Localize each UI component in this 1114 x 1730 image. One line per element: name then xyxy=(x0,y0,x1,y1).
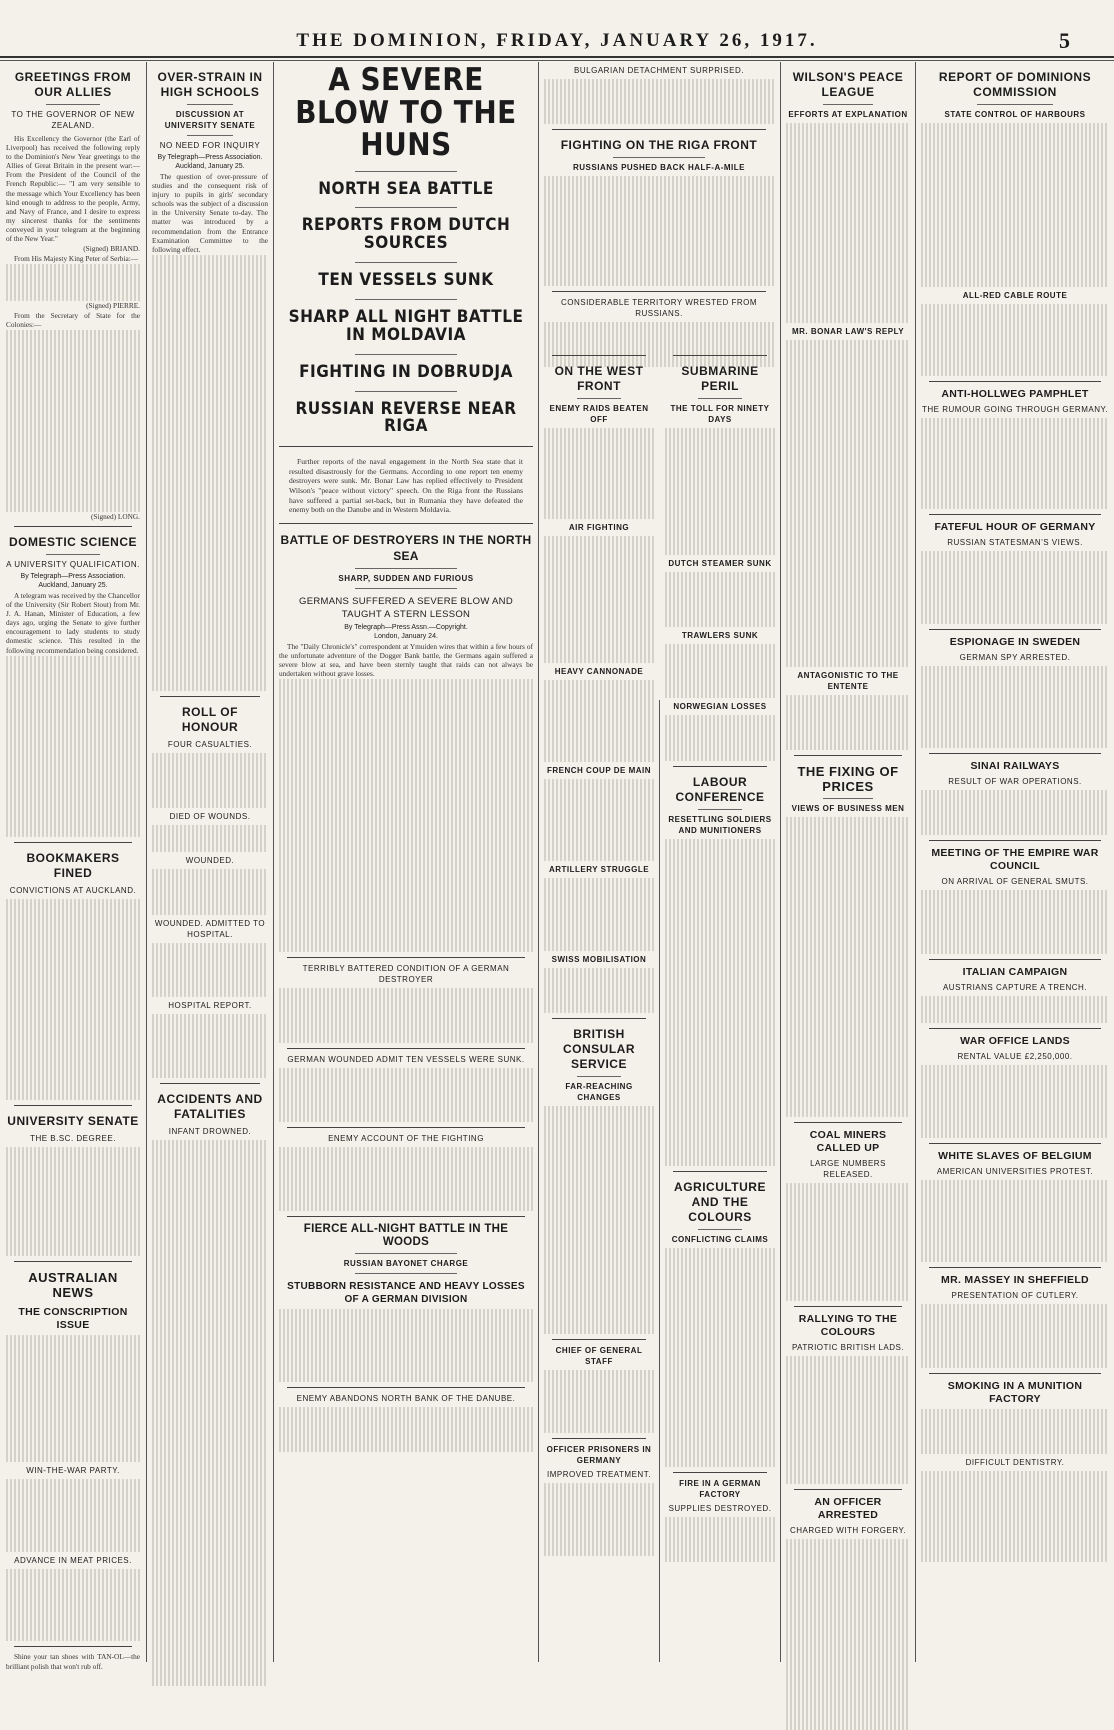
subhead-universities: AMERICAN UNIVERSITIES PROTEST. xyxy=(936,1167,1094,1177)
headline-smoking: SMOKING IN A MUNITION FACTORY xyxy=(947,1379,1083,1405)
column-4-west-front xyxy=(544,350,654,1660)
subhead-statesman: RUSSIAN STATESMAN'S VIEWS. xyxy=(947,538,1083,548)
subhead-raids-beaten: ENEMY RAIDS BEATEN OFF xyxy=(549,404,649,424)
subhead-artillery: ARTILLERY STRUGGLE xyxy=(548,864,650,874)
subhead-wounded: WOUNDED. xyxy=(185,856,235,866)
headline-hollweg: ANTI-HOLLWEG PAMPHLET xyxy=(941,388,1089,401)
headline-agriculture: AGRICULTURE AND THE COLOURS xyxy=(674,1180,766,1225)
subhead-no-inquiry: NO NEED FOR INQUIRY xyxy=(159,141,261,150)
subhead-officer-prisoners: OFFICER PRISONERS IN GERMANY xyxy=(546,1445,652,1466)
headline-sinai: SINAI RAILWAYS xyxy=(970,759,1060,772)
subhead-smuts: ON ARRIVAL OF GENERAL SMUTS. xyxy=(941,877,1089,887)
column-6 xyxy=(786,62,910,1662)
headline-dominions-commission: REPORT OF DOMINIONS COMMISSION xyxy=(938,70,1092,99)
subhead-supplies: SUPPLIES DESTROYED. xyxy=(668,1503,772,1513)
subhead-bonar-law: MR. BONAR LAW'S REPLY xyxy=(791,327,905,337)
headline-battle-destroyers: BATTLE OF DESTROYERS IN THE NORTH SEA xyxy=(280,532,532,563)
subhead-cable-route: ALL-RED CABLE ROUTE xyxy=(962,290,1068,300)
column-5 xyxy=(665,350,775,1660)
subhead-dutch-steamer: DUTCH STEAMER SUNK xyxy=(668,559,772,569)
column-3-lead-story xyxy=(279,62,533,1662)
subhead-fire-factory: FIRE IN A GERMAN FACTORY xyxy=(679,1478,761,1499)
masthead-rule-thin xyxy=(0,60,1114,61)
headline-war-office: WAR OFFICE LANDS xyxy=(960,1035,1070,1048)
subhead-battered-destroyer: TERRIBLY BATTERED CONDITION OF A GERMAN DESTROYER xyxy=(302,963,510,984)
column-1 xyxy=(6,62,140,1671)
subhead-bayonet: RUSSIAN BAYONET CHARGE xyxy=(343,1258,469,1268)
column-rule xyxy=(273,62,274,1662)
headline-dobrudja: FIGHTING IN DOBRUDJA xyxy=(299,361,513,382)
subhead-stubborn: STUBBORN RESISTANCE AND HEAVY LOSSES OF A GERMAN DIVISION xyxy=(287,1280,525,1305)
subhead-infant-drowned: INFANT DROWNED. xyxy=(168,1126,252,1136)
subhead-war-operations: RESULT OF WAR OPERATIONS. xyxy=(948,776,1082,786)
subhead-norwegian: NORWEGIAN LOSSES xyxy=(673,702,767,712)
headline-officer-arrested: AN OFFICER ARRESTED xyxy=(814,1495,882,1521)
headline-rallying: RALLYING TO THE COLOURS xyxy=(798,1313,898,1339)
subhead-rental: RENTAL VALUE £2,250,000. xyxy=(957,1052,1073,1062)
headline-university-senate: UNIVERSITY SENATE xyxy=(7,1113,139,1128)
subhead-resettling: RESETTLING SOLDIERS AND MUNITIONERS xyxy=(668,814,772,835)
headline-roll-of-honour: ROLL OF HONOUR xyxy=(181,705,239,735)
subhead-stern-lesson: GERMANS SUFFERED A SEVERE BLOW AND TAUGHT A STERN LESSON xyxy=(299,595,513,620)
dateline: London, January 24. xyxy=(374,632,438,640)
headline-australian-news: AUSTRALIAN NEWS xyxy=(28,1269,118,1300)
headline-overstrain: OVER-STRAIN IN HIGH SCHOOLS xyxy=(157,70,263,99)
headline-ten-vessels: TEN VESSELS SUNK xyxy=(318,270,494,291)
article-greetings: His Excellency the Governor (the Earl of Liverpool) has received the following reply to the Dominion's New Year greetings to the Allies of Great Britain in the present war:— From the President of the Council of the French Republic:— "I am very sensible to the message which Your Excellency has been kind enough to address to the people, Army, and Navy of France, and I desire to express my sincerest thanks for the sentiments conveyed in your telegram at the beginning of the New Year." (Signed) BRIAND. From His Majesty King Peter of Serbia:— (Signed) PIERRE. From the Secretary of State for the Colonies:— (Signed) LONG. xyxy=(6,134,140,521)
rule xyxy=(46,104,100,105)
subhead-business-men: VIEWS OF BUSINESS MEN xyxy=(791,804,905,813)
subhead-governor: TO THE GOVERNOR OF NEW ZEALAND. xyxy=(11,110,135,130)
column-rule xyxy=(915,62,916,1662)
subhead-coup-de-main: FRENCH COUP DE MAIN xyxy=(546,766,652,776)
from-colonies: From the Secretary of State for the Colonies:— xyxy=(6,310,140,329)
subhead-meat-prices: ADVANCE IN MEAT PRICES. xyxy=(14,1555,132,1565)
headline-moldavia: SHARP ALL NIGHT BATTLE IN MOLDAVIA xyxy=(288,307,524,345)
headline-severe-blow: A SEVERE BLOW TO THE HUNS xyxy=(295,62,517,164)
article-overstrain: The question of over-pressure of studies and the consequent risk of injury to pupils in girls' secondary schools was the subject of a discussion in the University Senate to-day. The matter was introduced by a recommendation from the Entrance Examination Committee to the following effect. xyxy=(152,172,268,691)
subhead-bsc: THE B.SC. DEGREE. xyxy=(30,1133,116,1143)
subhead-died-of-wounds: DIED OF WOUNDS. xyxy=(169,811,251,821)
headline-massey: MR. MASSEY IN SHEFFIELD xyxy=(941,1273,1089,1286)
masthead xyxy=(0,30,1114,54)
headline-west-front: ON THE WEST FRONT xyxy=(554,364,644,393)
subhead-spy: GERMAN SPY ARRESTED. xyxy=(959,653,1071,663)
headline-accidents: ACCIDENTS AND FATALITIES xyxy=(157,1091,263,1121)
subhead-improved-treatment: IMPROVED TREATMENT. xyxy=(547,1470,651,1480)
headline-coal-miners: COAL MINERS CALLED UP xyxy=(809,1129,887,1155)
subhead-wounded-hospital: WOUNDED. ADMITTED TO HOSPITAL. xyxy=(154,918,266,939)
subhead-university: A UNIVERSITY QUALIFICATION. xyxy=(6,559,140,569)
article-domestic-science: A telegram was received by the Chancellor of the University (Sir Robert Stout) from Mr. J. A. Hanan, Minister of Education, a few days ago, urging the Senate to give further encouragement to lady students to study domestic science. This resulted in the following recommendation being considered. xyxy=(6,591,140,838)
subhead-air-fighting: AIR FIGHTING xyxy=(568,522,630,532)
subhead-far-reaching: FAR-REACHING CHANGES xyxy=(565,1082,633,1103)
headline-fierce-battle: FIERCE ALL-NIGHT BATTLE IN THE WOODS xyxy=(303,1222,509,1248)
subhead-dentistry: DIFFICULT DENTISTRY. xyxy=(965,1458,1065,1468)
page-number: 5 xyxy=(1059,28,1070,53)
masthead-title: THE DOMINION, FRIDAY, JANUARY 26, 1917. xyxy=(296,30,818,51)
column-rule xyxy=(538,62,539,1662)
subhead-territory: CONSIDERABLE TERRITORY WRESTED FROM RUSSIANS. xyxy=(560,297,758,318)
subhead-explanation: EFFORTS AT EXPLANATION xyxy=(788,110,908,119)
article-destroyers: The "Daily Chronicle's" correspondent at Ymuiden wires that within a few hours of the unfortunate adventure of the Dogger Bank battle, the Germans again suffered a severe blow at sea, and have been sternly taught that raids can not always be undertaken without grave losses. xyxy=(279,642,533,952)
subhead-harbours: STATE CONTROL OF HARBOURS xyxy=(944,110,1086,119)
signature-long: (Signed) LONG. xyxy=(90,511,140,521)
subhead-ten-vessels-admitted: GERMAN WOUNDED ADMIT TEN VESSELS WERE SUNK. xyxy=(287,1054,525,1064)
column-2 xyxy=(152,62,268,1662)
headline-wilson-peace: WILSON'S PEACE LEAGUE xyxy=(792,70,904,99)
subhead-released: LARGE NUMBERS RELEASED. xyxy=(810,1159,886,1180)
byline: By Telegraph—Press Assn.—Copyright. xyxy=(344,623,468,631)
masthead-rule xyxy=(0,56,1114,58)
from-serbia: From His Majesty King Peter of Serbia:— xyxy=(14,254,139,264)
subhead-forgery: CHARGED WITH FORGERY. xyxy=(790,1525,906,1535)
headline-riga: RUSSIAN REVERSE NEAR RIGA xyxy=(295,398,517,437)
headline-consular: BRITISH CONSULAR SERVICE xyxy=(563,1027,635,1072)
byline: By Telegraph—Press Association. xyxy=(20,572,126,580)
signature-pierre: (Signed) PIERRE. xyxy=(86,300,140,310)
byline: By Telegraph—Press Association. xyxy=(157,154,263,161)
headline-dutch-sources: REPORTS FROM DUTCH SOURCES xyxy=(301,215,511,254)
subhead-four-casualties: FOUR CASUALTIES. xyxy=(167,740,253,750)
headline-labour-conference: LABOUR CONFERENCE xyxy=(675,774,765,804)
subhead-patriotic: PATRIOTIC BRITISH LADS. xyxy=(791,1343,905,1353)
subhead-sharp-sudden: SHARP, SUDDEN AND FURIOUS xyxy=(338,573,474,583)
subhead-win-the-war: WIN-THE-WAR PARTY. xyxy=(26,1465,120,1475)
subhead-hospital-report: HOSPITAL REPORT. xyxy=(168,1001,252,1011)
subhead-trawlers: TRAWLERS SUNK xyxy=(681,630,759,640)
headline-north-sea-battle: NORTH SEA BATTLE xyxy=(318,178,494,199)
subhead-cutlery: PRESENTATION OF CUTLERY. xyxy=(951,1290,1079,1300)
subhead-convictions: CONVICTIONS AT AUCKLAND. xyxy=(9,886,137,896)
advertisement-tan-ol: Shine your tan shoes with TAN-OL—the brilliant polish that won't rub off. xyxy=(6,1652,140,1671)
subhead-chief-staff: CHIEF OF GENERAL STAFF xyxy=(555,1345,643,1366)
subhead-rumour: THE RUMOUR GOING THROUGH GERMANY. xyxy=(922,405,1108,415)
subhead-enemy-account: ENEMY ACCOUNT OF THE FIGHTING xyxy=(328,1134,484,1144)
column-rule xyxy=(146,62,147,1662)
subhead-bulgarian: BULGARIAN DETACHMENT SURPRISED. xyxy=(574,66,744,75)
lead-summary: Further reports of the naval engagement in the North Sea state that it resulted disastrously for the Germans. According to one report ten enemy destroyers were sunk. Mr. Bonar Law has replied effectively to President Wilson's "peace without victory" speech. On the Riga front the Russians have suffered a partial set-back, but in Rumania they have defeated the enemy both on the Danube and in Western Moldavia. xyxy=(289,457,523,515)
subhead-conflicting: CONFLICTING CLAIMS xyxy=(671,1235,769,1245)
subhead-toll: THE TOLL FOR NINETY DAYS xyxy=(670,404,770,424)
column-rule xyxy=(780,62,781,1662)
subhead-heavy-cannonade: HEAVY CANNONADE xyxy=(554,667,644,677)
headline-white-slaves: WHITE SLAVES OF BELGIUM xyxy=(938,1150,1092,1163)
subhead-danube: ENEMY ABANDONS NORTH BANK OF THE DANUBE. xyxy=(296,1393,516,1403)
signature-briand: (Signed) BRIAND. xyxy=(83,244,140,254)
headline-italian: ITALIAN CAMPAIGN xyxy=(962,966,1068,979)
dateline: Auckland, January 25. xyxy=(38,581,108,589)
headline-greetings: GREETINGS FROM OUR ALLIES xyxy=(14,70,132,99)
headline-bookmakers: BOOKMAKERS FINED xyxy=(26,851,120,881)
headline-war-council: MEETING OF THE EMPIRE WAR COUNCIL xyxy=(931,847,1099,873)
headline-fixing-prices: THE FIXING OF PRICES xyxy=(797,764,899,794)
subhead-pushed-back: RUSSIANS PUSHED BACK HALF-A-MILE xyxy=(573,163,745,173)
column-7 xyxy=(921,62,1109,1662)
headline-espionage: ESPIONAGE IN SWEDEN xyxy=(949,636,1081,649)
headline-domestic-science: DOMESTIC SCIENCE xyxy=(8,534,137,549)
subhead-conscription: THE CONSCRIPTION ISSUE xyxy=(18,1305,128,1331)
headline-riga-front: FIGHTING ON THE RIGA FRONT xyxy=(560,138,758,153)
subhead-trench: AUSTRIANS CAPTURE A TRENCH. xyxy=(942,983,1088,993)
headline-fateful-hour: FATEFUL HOUR OF GERMANY xyxy=(934,521,1096,534)
headline-submarine-peril: SUBMARINE PERIL xyxy=(681,364,759,393)
subhead-discussion: DISCUSSION AT UNIVERSITY SENATE xyxy=(164,110,256,130)
subhead-antagonistic: ANTAGONISTIC TO THE ENTENTE xyxy=(797,671,899,692)
subhead-swiss: SWISS MOBILISATION xyxy=(551,954,647,964)
dateline: Auckland, January 25. xyxy=(175,163,245,170)
